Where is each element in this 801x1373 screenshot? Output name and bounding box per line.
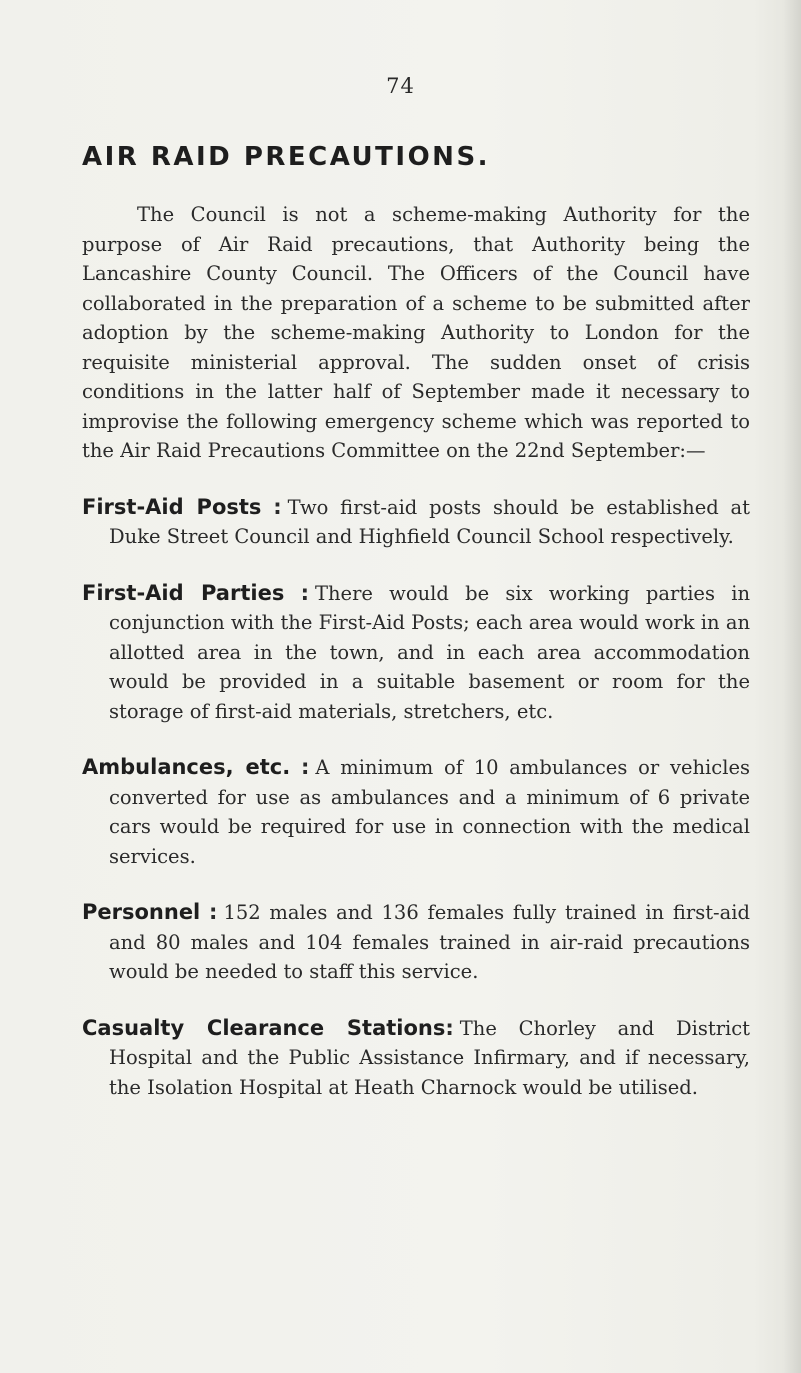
document-body: [82, 200, 750, 1122]
section-separator: :: [445, 1015, 454, 1040]
section-heading: Personnel: [82, 900, 201, 924]
page-title: AIR RAID PRECAUTIONS.: [82, 142, 491, 172]
section-separator: :: [273, 494, 282, 519]
page-edge-shadow: [783, 0, 801, 1373]
section-text: The Chorley and District Hospital and the Public Assistance Infirmary, and if necessary, the Isolation Hospital at Heath Charnock would be utilised.: [109, 1016, 751, 1099]
section-text: Two first-aid posts should be established at Duke Street Council and Highfield Council School respectively.: [109, 495, 751, 548]
section-heading: First-Aid Posts: [82, 494, 262, 519]
section-text: There would be six working parties in conjunction with the First-Aid Posts; each area would work in an allotted area in the town, and in each area accommodation would be provided in a suitable basement or room for the storage of first-aid materials, stretchers, etc.: [109, 581, 751, 723]
intro-paragraph: The Council is not a scheme-making Authority for the purpose of Air Raid precautions, that Authority being the Lancashire County Council. The Officers of the Council have collaborated in the preparation of a scheme to be submitted after adoption by the scheme-making Authority to London for the requisite ministerial approval. The sudden onset of crisis conditions in the latter half of September made it necessary to improvise the following emergency scheme which was reported to the Air Raid Precautions Committee on the 22nd September:—: [82, 203, 750, 462]
section-separator: :: [300, 755, 310, 779]
section-first-aid-posts: [82, 493, 750, 552]
section-separator: :: [209, 900, 218, 924]
section-heading: Casualty Clearance Stations: [82, 1015, 446, 1040]
section-heading: Ambulances, etc.: [82, 755, 291, 779]
section-heading: First-Aid Parties: [82, 580, 285, 605]
section-text: A minimum of 10 ambulances or vehicles converted for use as ambulances and a minimum of 6 private cars would be required for use in connection with the medical services.: [109, 756, 750, 868]
section-casualty-clearance-stations: [82, 1014, 750, 1103]
section-ambulances: [82, 753, 750, 871]
section-separator: :: [300, 580, 309, 605]
section-text: 152 males and 136 females fully trained in first-aid and 80 males and 104 females trained in air-raid precautions would be needed to staff this service.: [109, 901, 750, 983]
section-personnel: [82, 898, 750, 987]
page-number: 74: [386, 74, 415, 98]
section-first-aid-parties: [82, 579, 750, 727]
